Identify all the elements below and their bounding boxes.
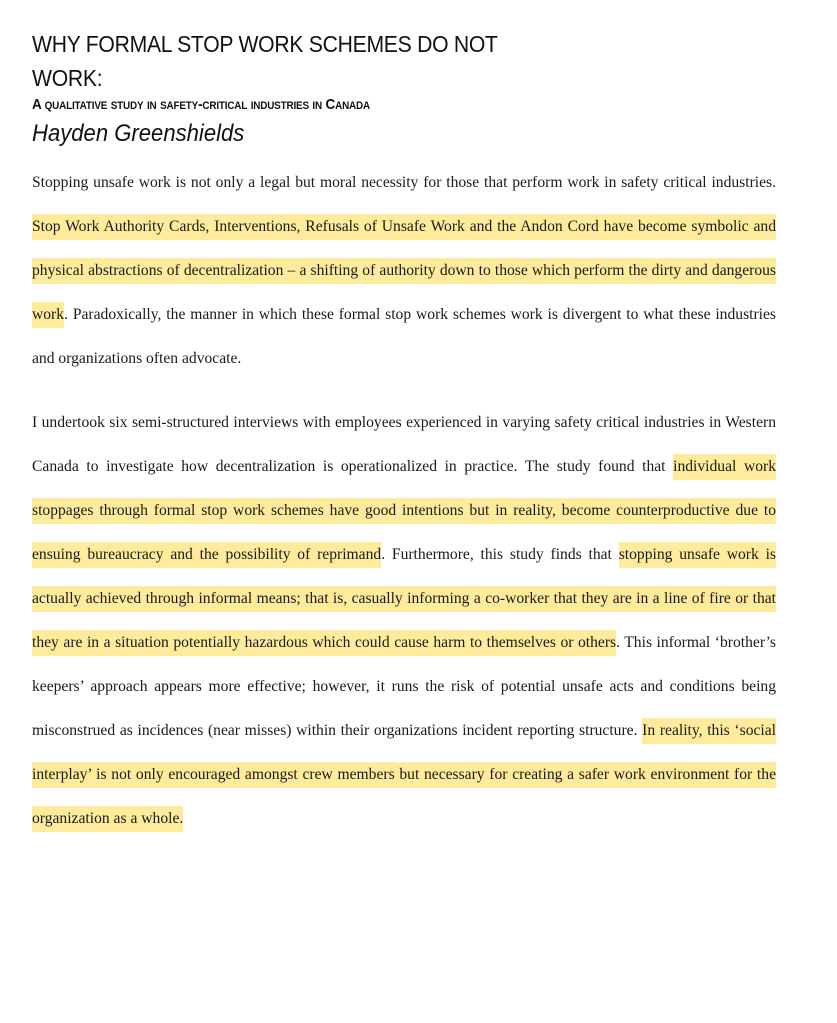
document-subtitle: A qualitative study in safety-critical industries in Canada — [32, 96, 370, 113]
text-segment: Stopping unsafe work is not only a legal but moral necessity for those that perform work in safety critical industries. — [32, 174, 776, 191]
abstract-paragraph-2 — [32, 401, 776, 841]
document-title: WHY FORMAL STOP WORK SCHEMES DO NOT WORK: — [32, 31, 498, 91]
text-segment: . Furthermore, this study finds that — [381, 546, 619, 563]
highlighted-text-segment[interactable]: individual work stoppages through formal stop work schemes have good intentions but in reality, become counterproductive due to ensuing bureaucracy and the possibility of reprimand — [32, 454, 776, 568]
highlighted-text-segment[interactable]: Stop Work Authority Cards, Interventions, Refusals of Unsafe Work and the Andon Cord have become symbolic and physical abstractions of decentralization – a shifting of authority down to those which perform the dirty and dangerous work — [32, 214, 776, 328]
document-page — [32, 0, 776, 841]
text-segment: I undertook six semi-structured interviews with employees experienced in varying safety critical industries in Western Canada to investigate how decentralization is operationalized in practice. The study found that — [32, 414, 776, 475]
highlighted-text-segment[interactable]: stopping unsafe work is actually achieved through informal means; that is, casually informing a co-worker that they are in a line of fire or that they are in a situation potentially hazardous which could cause harm to themselves or others — [32, 542, 776, 656]
highlighted-text-segment[interactable]: In reality, this ‘social interplay’ is not only encouraged amongst crew members but necessary for creating a safer work environment for the organization as a whole. — [32, 718, 776, 832]
text-segment: . This informal ‘brother’s keepers’ approach appears more effective; however, it runs the risk of potential unsafe acts and conditions being misconstrued as incidences (near misses) within their organizations incident reporting structure. — [32, 634, 776, 739]
author-name: Hayden Greenshields — [32, 120, 245, 147]
abstract-paragraph-1 — [32, 161, 776, 381]
text-segment: . Paradoxically, the manner in which these formal stop work schemes work is divergent to what these industries and organizations often advocate. — [32, 306, 776, 367]
